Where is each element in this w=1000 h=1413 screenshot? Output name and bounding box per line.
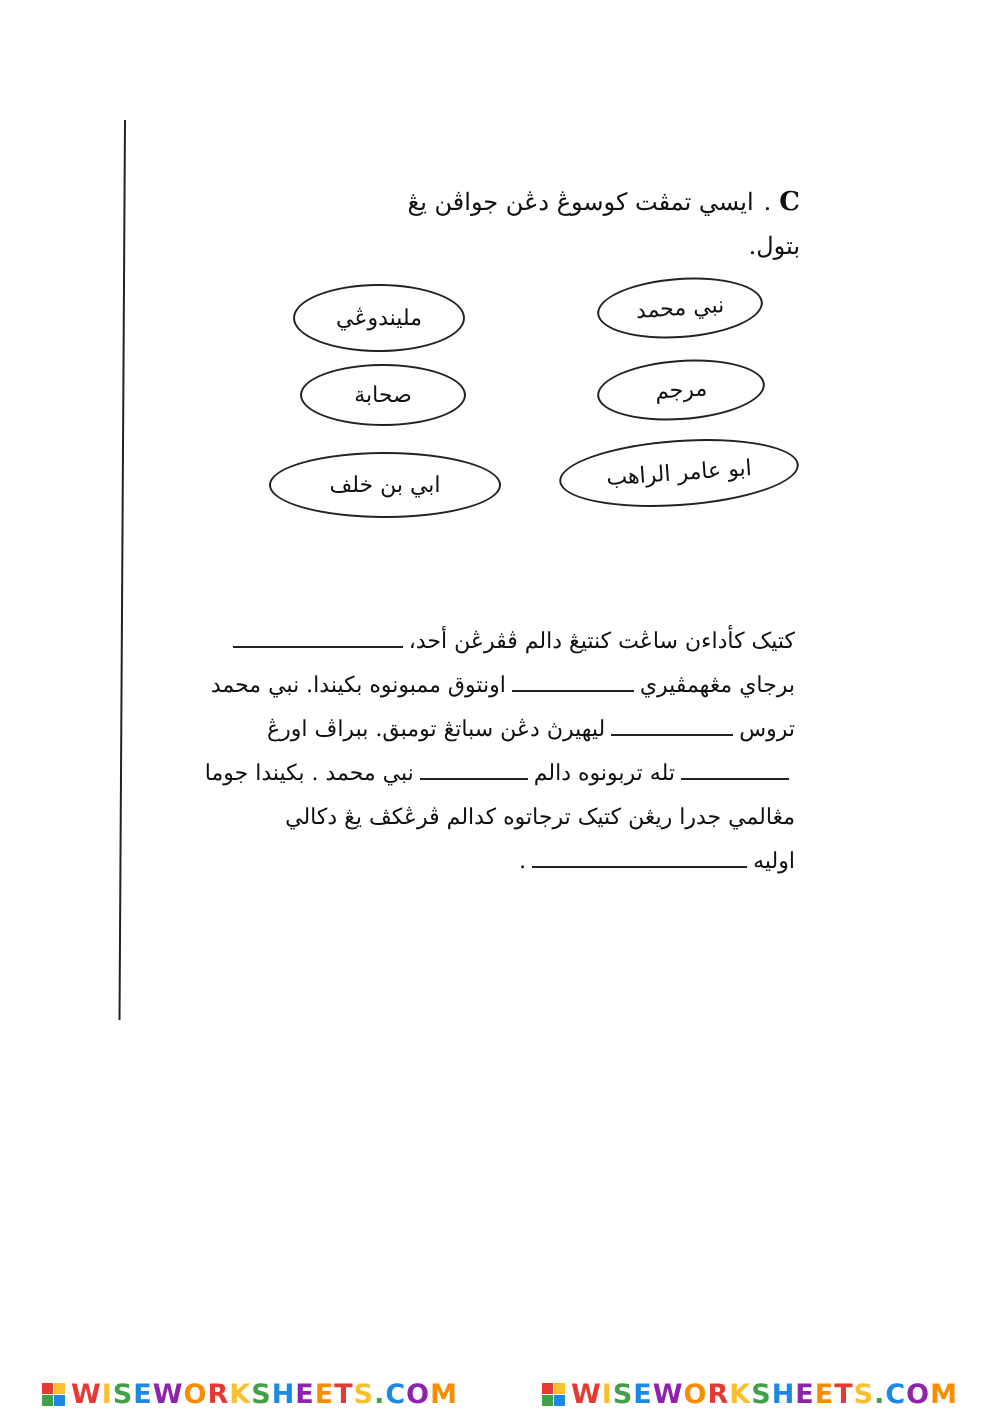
question-letter: C	[779, 187, 800, 217]
answer-option-label: صحابة	[354, 382, 412, 408]
passage-line	[150, 708, 795, 752]
blank-4[interactable]	[681, 756, 789, 780]
answer-option[interactable]	[269, 452, 501, 518]
watermark-text: WISEWORKSHEETS.COM	[571, 1379, 958, 1410]
passage-period: .	[519, 849, 527, 874]
question-instruction: ايسي تمڤت كوسوڠ دڠن جواڤن يڠ بتول.	[407, 188, 800, 260]
wiseworksheets-logo-icon	[42, 1383, 65, 1406]
logo-tile	[54, 1395, 65, 1406]
answer-option[interactable]	[293, 284, 465, 352]
logo-tile	[42, 1395, 53, 1406]
passage-line	[150, 620, 795, 664]
passage-line	[150, 840, 795, 884]
answer-option-label: ابو عامر الراهب	[605, 455, 753, 491]
answer-option[interactable]	[595, 272, 765, 343]
blank-3[interactable]	[611, 712, 733, 736]
passage-line	[150, 796, 795, 840]
blank-6[interactable]	[532, 844, 747, 868]
question-separator: .	[763, 188, 772, 216]
answer-option-label: مليندوڠي	[336, 305, 422, 331]
logo-tile	[542, 1383, 553, 1394]
passage-text: نبي محمد . بكيندا جوما	[204, 761, 414, 786]
logo-tile	[42, 1383, 53, 1394]
watermark	[42, 1379, 458, 1410]
passage-line	[150, 664, 795, 708]
passage-text: ليهيرڽ دڠن سباتڠ تومبق. ببراڤ اورڠ	[267, 717, 606, 742]
margin-rule	[119, 120, 126, 1020]
passage-text: اوليه	[753, 849, 795, 874]
answer-option[interactable]	[557, 432, 801, 515]
passage-text: تله تربونوه دالم	[533, 761, 675, 786]
blank-1[interactable]	[233, 624, 403, 648]
passage-line	[150, 752, 795, 796]
logo-tile	[542, 1395, 553, 1406]
answer-option-label: نبي محمد	[635, 292, 725, 324]
answer-option[interactable]	[595, 354, 767, 426]
passage-text: برجاي مڠهمڤيري	[639, 673, 795, 698]
watermark-footer	[0, 1376, 1000, 1413]
logo-tile	[54, 1383, 65, 1394]
watermark	[542, 1379, 958, 1410]
passage-text: تروس	[739, 717, 795, 742]
answer-option-label: ابي بن خلف	[329, 472, 441, 498]
fill-in-passage	[150, 620, 795, 884]
blank-2[interactable]	[512, 668, 634, 692]
blank-5[interactable]	[420, 756, 528, 780]
watermark-text: WISEWORKSHEETS.COM	[71, 1379, 458, 1410]
wiseworksheets-logo-icon	[542, 1383, 565, 1406]
logo-tile	[554, 1383, 565, 1394]
passage-text: اونتوق ممبونوه بكيندا. نبي محمد	[210, 673, 506, 698]
logo-tile	[554, 1395, 565, 1406]
passage-text: كتيک كأداءن ساڠت كنتيڠ دالم ڤڤرڠن أحد،	[408, 629, 795, 654]
passage-text: مڠالمي جدرا ريڠن كتيک ترجاتوه كدالم ڤرڠكڤ يڠ دکالي	[285, 805, 795, 830]
question-heading	[360, 180, 800, 260]
answer-option-label: مرجم	[654, 375, 708, 405]
answer-option[interactable]	[300, 364, 466, 426]
